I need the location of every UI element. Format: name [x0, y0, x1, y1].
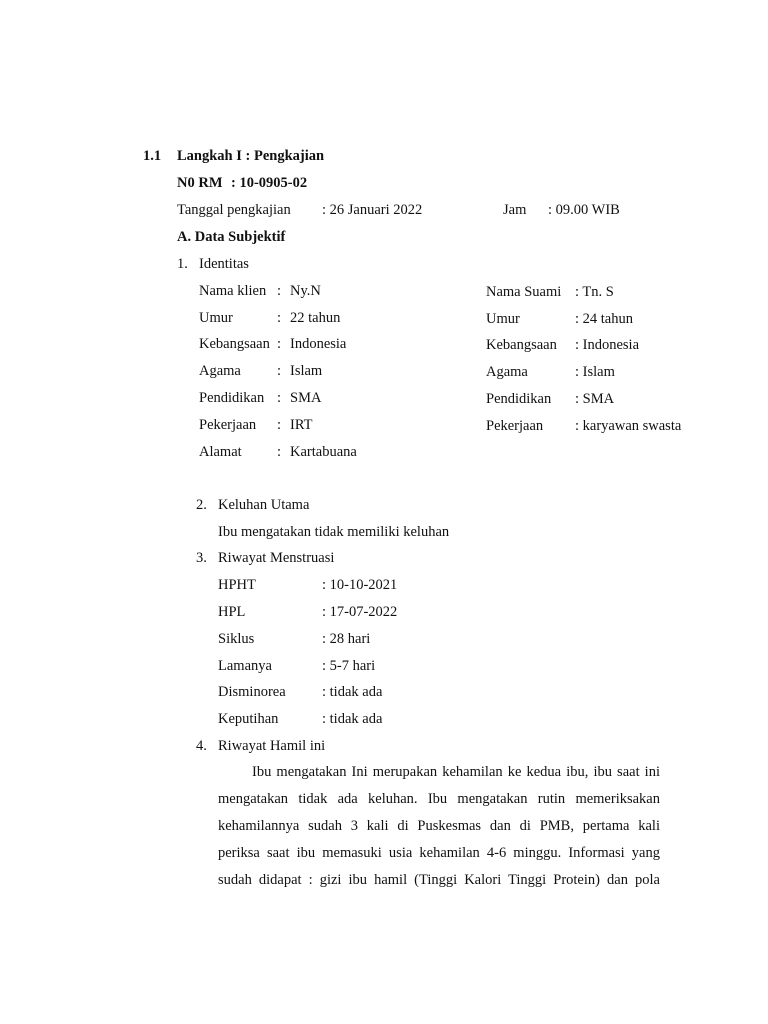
- hamil-line: Ibu mengatakan Ini merupakan kehamilan ke kedua ibu, ibu saat ini: [252, 764, 660, 780]
- klien-colon: :: [277, 417, 282, 433]
- keluhan-text: Ibu mengatakan tidak memiliki keluhan: [218, 524, 450, 540]
- time-label: Jam: [503, 202, 527, 218]
- menstruasi-value: : 28 hari: [322, 631, 371, 647]
- rm-label: N0 RM: [177, 175, 223, 191]
- klien-value: Ny.N: [290, 283, 321, 299]
- menstruasi-value: : 10-10-2021: [322, 577, 398, 593]
- klien-value: IRT: [290, 417, 313, 433]
- suami-label: Umur: [486, 311, 520, 327]
- suami-label: Nama Suami: [486, 284, 562, 300]
- klien-label: Pekerjaan: [199, 417, 257, 433]
- klien-label: Alamat: [199, 444, 242, 460]
- keluhan-title: Keluhan Utama: [218, 497, 310, 513]
- menstruasi-label: HPL: [218, 604, 246, 620]
- klien-value: 22 tahun: [290, 310, 341, 326]
- suami-label: Agama: [486, 364, 528, 380]
- hamil-line: mengatakan tidak ada keluhan. Ibu mengatakan rutin memeriksakan: [218, 791, 660, 807]
- klien-label: Nama klien: [199, 283, 267, 299]
- time-value: : 09.00 WIB: [548, 202, 620, 218]
- date-value: : 26 Januari 2022: [322, 202, 423, 218]
- suami-label: Pekerjaan: [486, 418, 544, 434]
- identitas-title: Identitas: [199, 256, 249, 272]
- menstruasi-value: : tidak ada: [322, 684, 383, 700]
- klien-value: Kartabuana: [290, 444, 357, 460]
- klien-label: Pendidikan: [199, 390, 265, 406]
- klien-colon: :: [277, 310, 282, 326]
- menstruasi-value: : 17-07-2022: [322, 604, 398, 620]
- klien-value: Islam: [290, 363, 323, 379]
- klien-label: Kebangsaan: [199, 336, 270, 352]
- klien-colon: :: [277, 444, 282, 460]
- suami-label: Kebangsaan: [486, 337, 557, 353]
- klien-colon: :: [277, 390, 282, 406]
- menstruasi-label: Disminorea: [218, 684, 286, 700]
- suami-value: : SMA: [575, 391, 615, 407]
- klien-value: SMA: [290, 390, 322, 406]
- klien-colon: :: [277, 283, 282, 299]
- hamil-number: 4.: [196, 738, 207, 754]
- menstruasi-label: HPHT: [218, 577, 256, 593]
- hamil-line: sudah didapat : gizi ibu hamil (Tinggi Kalori Tinggi Protein) dan pola: [218, 872, 660, 888]
- suami-value: : Islam: [575, 364, 615, 380]
- menstruasi-label: Keputihan: [218, 711, 279, 727]
- klien-value: Indonesia: [290, 336, 347, 352]
- klien-colon: :: [277, 363, 282, 379]
- klien-colon: :: [277, 336, 282, 352]
- suami-value: : 24 tahun: [575, 311, 633, 327]
- klien-label: Umur: [199, 310, 233, 326]
- menstruasi-title: Riwayat Menstruasi: [218, 550, 335, 566]
- suami-label: Pendidikan: [486, 391, 552, 407]
- hamil-paragraph: [218, 759, 660, 894]
- menstruasi-value: : tidak ada: [322, 711, 383, 727]
- section-number: 1.1: [143, 148, 162, 164]
- suami-value: : karyawan swasta: [575, 418, 682, 434]
- rm-value: : 10-0905-02: [231, 175, 308, 191]
- hamil-line: periksa saat ibu memasuki usia kehamilan 4-6 minggu. Informasi yang: [218, 845, 660, 861]
- menstruasi-number: 3.: [196, 550, 207, 566]
- keluhan-number: 2.: [196, 497, 207, 513]
- date-label: Tanggal pengkajian: [177, 202, 291, 218]
- suami-value: : Tn. S: [575, 284, 614, 300]
- hamil-title: Riwayat Hamil ini: [218, 738, 326, 754]
- identitas-number: 1.: [177, 256, 188, 272]
- suami-value: : Indonesia: [575, 337, 640, 353]
- menstruasi-value: : 5-7 hari: [322, 658, 376, 674]
- section-title: Langkah I : Pengkajian: [177, 148, 325, 164]
- klien-label: Agama: [199, 363, 241, 379]
- hamil-line: kehamilannya sudah 3 kali di Puskesmas dan di PMB, pertama kali: [218, 818, 660, 834]
- menstruasi-label: Siklus: [218, 631, 255, 647]
- section-a-title: A. Data Subjektif: [177, 229, 286, 245]
- menstruasi-label: Lamanya: [218, 658, 272, 674]
